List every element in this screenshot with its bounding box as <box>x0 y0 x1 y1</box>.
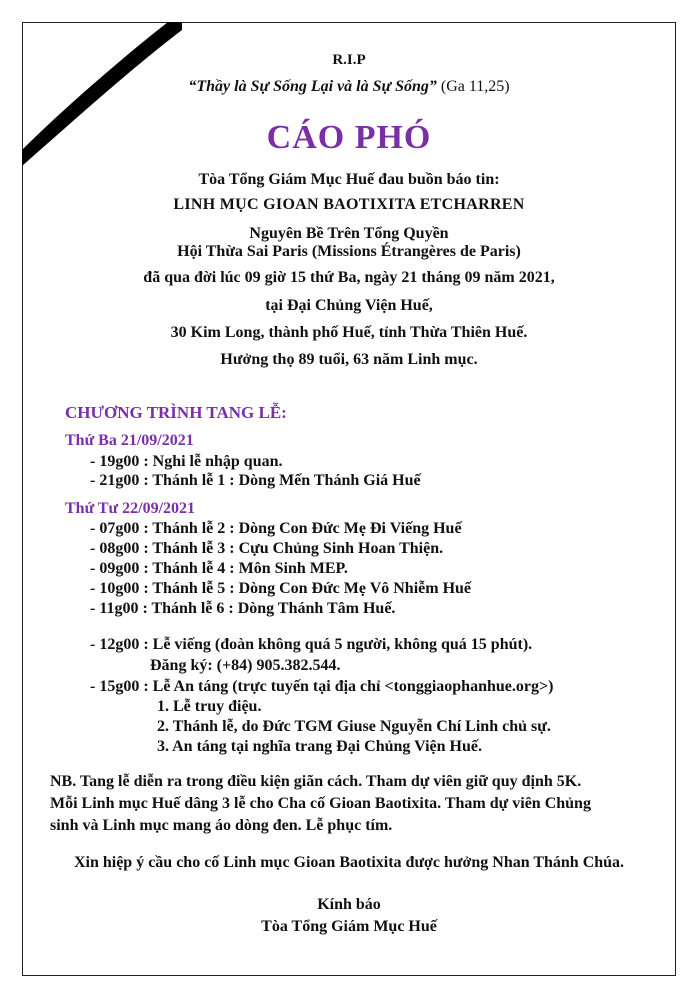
burial-step: 2. Thánh lễ, do Đức TGM Giuse Nguyễn Chí Linh chủ sự. <box>157 718 551 735</box>
note-line: NB. Tang lễ diễn ra trong điều kiện giãn cách. Tham dự viên giữ quy định 5K. <box>50 773 582 790</box>
rip-heading: R.I.P <box>332 52 366 68</box>
schedule-item: - 21g00 : Thánh lễ 1 : Dòng Mến Thánh Giá Huế <box>90 472 421 489</box>
page-title: CÁO PHÓ <box>266 119 432 156</box>
schedule-item: - 11g00 : Thánh lễ 6 : Dòng Thánh Tâm Huế. <box>90 600 396 617</box>
quote-reference: (Ga 11,25) <box>440 78 510 95</box>
schedule-item: - 07g00 : Thánh lễ 2 : Dòng Con Đức Mẹ Đi Viếng Huế <box>90 520 462 537</box>
note-line: Mỗi Linh mục Huế dâng 3 lễ cho Cha cố Gioan Baotixita. Tham dự viên Chủng <box>50 795 591 812</box>
day2-label: Thứ Tư 22/09/2021 <box>65 500 196 517</box>
burial-item: - 15g00 : Lễ An táng (trực tuyến tại địa chỉ <tonggiaophanhue.org>) <box>90 678 554 695</box>
death-date: đã qua đời lúc 09 giờ 15 thứ Ba, ngày 21 tháng 09 năm 2021, <box>143 269 555 286</box>
schedule-item: - 08g00 : Thánh lễ 3 : Cựu Chủng Sinh Hoan Thiện. <box>90 540 444 557</box>
note-line: sinh và Linh mục mang áo dòng đen. Lễ phục tím. <box>50 817 393 834</box>
schedule-item: - 19g00 : Nghi lễ nhập quan. <box>90 453 283 470</box>
issuer-name: Tòa Tổng Giám Mục Huế <box>261 918 437 935</box>
announcement-intro: Tòa Tổng Giám Mục Huế đau buồn báo tin: <box>198 171 500 188</box>
burial-step: 3. An táng tại nghĩa trang Đại Chủng Viện Huế. <box>157 738 482 755</box>
deceased-society: Hội Thừa Sai Paris (Missions Étrangères de Paris) <box>177 243 521 260</box>
quote-text: “Thầy là Sự Sống Lại và là Sự Sống” <box>188 78 437 95</box>
visitation-item: - 12g00 : Lễ viếng (đoàn không quá 5 người, không quá 15 phút). <box>90 636 533 653</box>
age-note: Hưởng thọ 89 tuổi, 63 năm Linh mục. <box>220 351 478 368</box>
death-place: tại Đại Chủng Viện Huế, <box>265 297 433 314</box>
schedule-item: - 09g00 : Thánh lễ 4 : Môn Sinh MEP. <box>90 560 348 577</box>
schedule-item: - 10g00 : Thánh lễ 5 : Dòng Con Đức Mẹ Vô Nhiễm Huế <box>90 580 472 597</box>
deceased-role: Nguyên Bề Trên Tổng Quyền <box>249 225 449 242</box>
registration-phone: Đăng ký: (+84) 905.382.544. <box>150 657 341 674</box>
death-address: 30 Kim Long, thành phố Huế, tỉnh Thừa Thiên Huế. <box>170 324 528 341</box>
day1-label: Thứ Ba 21/09/2021 <box>65 432 194 449</box>
deceased-name: LINH MỤC GIOAN BAOTIXITA ETCHARREN <box>173 196 525 213</box>
burial-step: 1. Lễ truy điệu. <box>157 698 262 715</box>
closing-greeting: Kính báo <box>317 896 381 913</box>
scripture-quote <box>22 77 676 97</box>
program-heading: CHƯƠNG TRÌNH TANG LỄ: <box>65 403 287 422</box>
prayer-request: Xin hiệp ý cầu cho cố Linh mục Gioan Baotixita được hưởng Nhan Thánh Chúa. <box>73 854 625 871</box>
